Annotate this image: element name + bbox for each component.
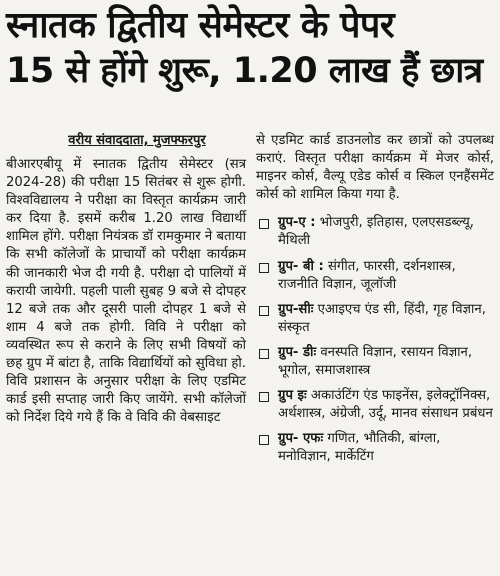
subject-group-list bbox=[256, 214, 494, 466]
group-item-b bbox=[256, 258, 494, 294]
headline-line-2: 15 से होंगे शुरू, 1.20 लाख हैं छात्र bbox=[6, 51, 483, 91]
group-subjects: एआइएच एंड सी, हिंदी, गृह विज्ञान, संस्कृत bbox=[278, 301, 486, 335]
right-column bbox=[256, 132, 494, 474]
square-bullet-icon bbox=[259, 219, 269, 229]
body-text-left: बीआरएबीयू में स्नातक द्वितीय सेमेस्टर (सत्र 2024-28) की परीक्षा 15 सितंबर से शुरू होगी. विश्वविद्यालय ने परीक्षा का विस्तृत कार्यक्रम जारी कर दिया है. इसमें करीब 1.20 लाख विद्यार्थी शामिल होंगे. परीक्षा नियंत्रक डॉ रामकुमार ने बताया कि सभी कॉलेजों के प्राचार्यों को परीक्षा कार्यक्रम की जानकारी भेज दी गयी है. परीक्षा दो पालियों में करायी जायेगी. पहली पाली सुबह 9 बजे से दोपहर 12 बजे तक और दूसरी पाली दोपहर 1 बजे से शाम 4 बजे तक होगी. विवि ने परीक्षा को व्यवस्थित रूप से कराने के लिए सभी विषयों को छह ग्रुप में बांटा है, ताकि विद्यार्थियों को सुविधा हो. विवि प्रशासन के अनुसार परीक्षा के लिए एडमिट कार्ड इसी सप्ताह जारी किए जायेंगे. सभी कॉलेजों को निर्देश दिये गये हैं कि वे विवि की वेबसाइट bbox=[6, 157, 246, 426]
square-bullet-icon bbox=[259, 349, 269, 359]
group-name: ग्रुप- बी : bbox=[278, 258, 324, 274]
group-item-a bbox=[256, 214, 494, 250]
group-name: ग्रुप- एफः bbox=[278, 431, 324, 447]
group-name: ग्रुप-सीः bbox=[278, 301, 314, 317]
group-item-d bbox=[256, 344, 494, 380]
group-item-e bbox=[256, 387, 494, 423]
left-column bbox=[6, 132, 246, 427]
group-item-c bbox=[256, 301, 494, 337]
group-name: ग्रुप- डीः bbox=[278, 344, 317, 360]
square-bullet-icon bbox=[259, 263, 269, 273]
group-subjects: अकाउंटिंग एंड फाइनेंस, इलेक्ट्रॉनिक्स, अर्थशास्त्र, अंग्रेजी, उर्दू, मानव संसाधन प्रबंधन bbox=[278, 388, 493, 422]
headline bbox=[6, 4, 494, 94]
square-bullet-icon bbox=[259, 435, 269, 445]
group-subjects: वनस्पति विज्ञान, रसायन विज्ञान, भूगोल, समाजशास्त्र bbox=[278, 344, 473, 379]
byline: वरीय संवाददाता, मुजफ्फरपुर bbox=[68, 133, 206, 148]
group-name: ग्रुप-ए : bbox=[278, 215, 316, 231]
group-subjects: संगीत, फारसी, दर्शनशास्त्र, राजनीति विज्ञान, जूलॉजी bbox=[278, 258, 456, 292]
square-bullet-icon bbox=[259, 392, 269, 402]
body-text-right: से एडमिट कार्ड डाउनलोड कर छात्रों को उपलब्ध कराएं. विस्तृत परीक्षा कार्यक्रम में मेजर कोर्स, माइनर कोर्स, वैल्यू एडेड कोर्स व स्किल एनहैंसमेंट कोर्स को शामिल किया गया है. bbox=[256, 133, 494, 203]
group-subjects: भोजपुरी, इतिहास, एलएसडब्ल्यू, मैथिली bbox=[278, 215, 474, 249]
group-item-f bbox=[256, 430, 494, 466]
group-name: ग्रुप इः bbox=[278, 388, 307, 404]
headline-line-1: स्नातक द्वितीय सेमेस्टर के पेपर bbox=[6, 5, 395, 46]
group-subjects: गणित, भौतिकी, बांग्ला, मनोविज्ञान, मार्केटिंग bbox=[278, 431, 441, 465]
square-bullet-icon bbox=[259, 306, 269, 316]
